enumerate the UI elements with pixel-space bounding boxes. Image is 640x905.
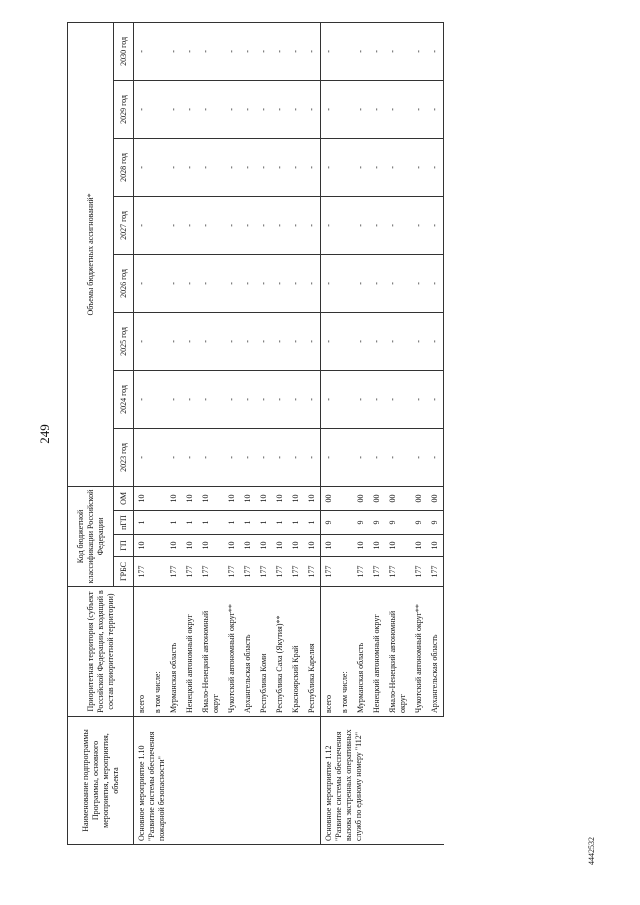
value-cell: - xyxy=(256,428,272,486)
value-cell: - xyxy=(369,138,385,196)
header-code: ГРБС xyxy=(114,557,134,587)
value-cell: - xyxy=(198,254,224,312)
territory-cell: Мурманская область xyxy=(353,587,369,717)
value-cell: - xyxy=(288,22,304,80)
code-cell: 10 xyxy=(134,535,151,557)
code-cell: 10 xyxy=(272,535,288,557)
code-cell: 00 xyxy=(369,486,385,510)
table-row xyxy=(134,22,151,844)
value-cell: - xyxy=(288,254,304,312)
code-cell: 10 xyxy=(224,535,240,557)
code-cell xyxy=(150,557,166,587)
code-cell: 177 xyxy=(166,557,182,587)
header-volume-group: Объемы бюджетных ассигнований* xyxy=(68,22,114,486)
value-cell: - xyxy=(304,80,321,138)
value-cell: - xyxy=(256,80,272,138)
value-cell: - xyxy=(427,428,444,486)
code-cell: 10 xyxy=(304,535,321,557)
value-cell: - xyxy=(369,428,385,486)
value-cell xyxy=(337,196,353,254)
value-cell: - xyxy=(182,370,198,428)
value-cell: - xyxy=(411,428,427,486)
value-cell: - xyxy=(256,196,272,254)
document-id: 4442532 xyxy=(587,837,596,865)
header-year: 2028 год xyxy=(114,138,134,196)
value-cell: - xyxy=(427,312,444,370)
code-cell: 177 xyxy=(321,557,338,587)
value-cell: - xyxy=(411,138,427,196)
code-cell: 10 xyxy=(427,535,444,557)
value-cell: - xyxy=(256,254,272,312)
budget-table xyxy=(67,22,444,845)
value-cell xyxy=(150,22,166,80)
value-cell: - xyxy=(288,80,304,138)
header-year: 2025 год xyxy=(114,312,134,370)
code-cell: 10 xyxy=(134,486,151,510)
code-cell: 1 xyxy=(166,511,182,535)
code-cell: 9 xyxy=(411,511,427,535)
value-cell: - xyxy=(411,312,427,370)
territory-cell: Архангельская область xyxy=(240,587,256,717)
code-cell: 9 xyxy=(385,511,411,535)
code-cell: 10 xyxy=(182,535,198,557)
value-cell: - xyxy=(385,428,411,486)
header-name: Наименование подпрограммы Программы, основного мероприятия, мероприятия, объекта xyxy=(68,717,134,845)
value-cell xyxy=(337,138,353,196)
value-cell xyxy=(337,22,353,80)
value-cell: - xyxy=(182,428,198,486)
value-cell: - xyxy=(321,138,338,196)
header-year: 2027 год xyxy=(114,196,134,254)
value-cell: - xyxy=(240,370,256,428)
value-cell: - xyxy=(369,254,385,312)
value-cell: - xyxy=(134,254,151,312)
value-cell: - xyxy=(256,370,272,428)
header-year: 2026 год xyxy=(114,254,134,312)
territory-cell: Республика Карелия xyxy=(304,587,321,717)
value-cell: - xyxy=(385,254,411,312)
value-cell: - xyxy=(166,254,182,312)
value-cell: - xyxy=(134,138,151,196)
territory-cell: Ненецкий автономный округ xyxy=(369,587,385,717)
value-cell: - xyxy=(272,22,288,80)
code-cell: 10 xyxy=(411,535,427,557)
code-cell: 10 xyxy=(166,486,182,510)
value-cell: - xyxy=(288,138,304,196)
code-cell xyxy=(150,511,166,535)
header-code: ОМ xyxy=(114,486,134,510)
header-year: 2023 год xyxy=(114,428,134,486)
code-cell: 10 xyxy=(288,486,304,510)
value-cell: - xyxy=(411,254,427,312)
code-cell: 9 xyxy=(369,511,385,535)
territory-cell: Ямало-Ненецкий автономный округ xyxy=(385,587,411,717)
value-cell: - xyxy=(411,22,427,80)
value-cell: - xyxy=(304,370,321,428)
value-cell: - xyxy=(385,22,411,80)
value-cell: - xyxy=(369,22,385,80)
code-cell: 10 xyxy=(385,535,411,557)
header-code: пГП xyxy=(114,511,134,535)
code-cell: 177 xyxy=(427,557,444,587)
value-cell: - xyxy=(182,22,198,80)
value-cell: - xyxy=(224,138,240,196)
value-cell: - xyxy=(272,138,288,196)
value-cell: - xyxy=(427,80,444,138)
value-cell: - xyxy=(134,428,151,486)
value-cell xyxy=(150,196,166,254)
header-year: 2024 год xyxy=(114,370,134,428)
code-cell: 177 xyxy=(198,557,224,587)
code-cell: 177 xyxy=(224,557,240,587)
value-cell: - xyxy=(353,370,369,428)
value-cell: - xyxy=(198,370,224,428)
value-cell: - xyxy=(224,80,240,138)
code-cell: 1 xyxy=(198,511,224,535)
value-cell: - xyxy=(224,428,240,486)
value-cell: - xyxy=(134,22,151,80)
territory-cell: Чукотский автономный округ** xyxy=(224,587,240,717)
value-cell: - xyxy=(321,312,338,370)
code-cell: 177 xyxy=(272,557,288,587)
value-cell: - xyxy=(385,80,411,138)
code-cell: 10 xyxy=(369,535,385,557)
value-cell: - xyxy=(411,196,427,254)
value-cell: - xyxy=(385,370,411,428)
value-cell: - xyxy=(224,22,240,80)
table-body xyxy=(134,22,444,844)
territory-cell: всего xyxy=(134,587,151,717)
value-cell: - xyxy=(272,428,288,486)
code-cell: 10 xyxy=(240,535,256,557)
value-cell: - xyxy=(288,370,304,428)
value-cell: - xyxy=(166,80,182,138)
code-cell xyxy=(337,486,353,510)
value-cell: - xyxy=(369,312,385,370)
page-number: 249 xyxy=(37,424,52,444)
value-cell: - xyxy=(369,80,385,138)
code-cell: 177 xyxy=(369,557,385,587)
value-cell: - xyxy=(272,80,288,138)
code-cell xyxy=(337,557,353,587)
value-cell: - xyxy=(353,254,369,312)
code-cell: 10 xyxy=(304,486,321,510)
territory-cell: Мурманская область xyxy=(166,587,182,717)
territory-cell: в том числе: xyxy=(150,587,166,717)
code-cell: 00 xyxy=(427,486,444,510)
value-cell: - xyxy=(182,138,198,196)
territory-cell: Ямало-Ненецкий автономный округ xyxy=(198,587,224,717)
value-cell: - xyxy=(304,138,321,196)
code-cell: 10 xyxy=(353,535,369,557)
code-cell: 1 xyxy=(182,511,198,535)
value-cell: - xyxy=(224,312,240,370)
territory-cell: Архангельская область xyxy=(427,587,444,717)
value-cell: - xyxy=(272,254,288,312)
value-cell xyxy=(150,370,166,428)
value-cell: - xyxy=(198,138,224,196)
value-cell: - xyxy=(198,196,224,254)
value-cell xyxy=(337,80,353,138)
code-cell: 10 xyxy=(272,486,288,510)
value-cell: - xyxy=(256,312,272,370)
territory-cell: Республика Коми xyxy=(256,587,272,717)
value-cell: - xyxy=(166,428,182,486)
value-cell xyxy=(337,312,353,370)
value-cell: - xyxy=(198,22,224,80)
value-cell xyxy=(150,138,166,196)
code-cell: 10 xyxy=(224,486,240,510)
value-cell: - xyxy=(321,370,338,428)
value-cell: - xyxy=(321,80,338,138)
value-cell: - xyxy=(304,196,321,254)
value-cell: - xyxy=(198,312,224,370)
value-cell: - xyxy=(134,80,151,138)
code-cell: 10 xyxy=(166,535,182,557)
value-cell: - xyxy=(256,22,272,80)
code-cell xyxy=(150,535,166,557)
value-cell: - xyxy=(182,80,198,138)
table-row xyxy=(321,22,338,844)
value-cell: - xyxy=(166,138,182,196)
code-cell: 9 xyxy=(321,511,338,535)
value-cell: - xyxy=(385,196,411,254)
value-cell: - xyxy=(240,138,256,196)
code-cell: 10 xyxy=(182,486,198,510)
code-cell: 1 xyxy=(272,511,288,535)
code-cell: 10 xyxy=(198,535,224,557)
header-code: ГП xyxy=(114,535,134,557)
code-cell: 177 xyxy=(304,557,321,587)
value-cell: - xyxy=(321,254,338,312)
value-cell: - xyxy=(385,138,411,196)
value-cell: - xyxy=(385,312,411,370)
rotated-page xyxy=(37,23,596,865)
value-cell: - xyxy=(166,196,182,254)
territory-cell: Ненецкий автономный округ xyxy=(182,587,198,717)
code-cell: 1 xyxy=(224,511,240,535)
territory-cell: в том числе: xyxy=(337,587,353,717)
value-cell xyxy=(150,428,166,486)
value-cell: - xyxy=(256,138,272,196)
territory-cell: всего xyxy=(321,587,338,717)
value-cell: - xyxy=(304,312,321,370)
value-cell xyxy=(150,254,166,312)
value-cell: - xyxy=(288,428,304,486)
code-cell: 1 xyxy=(240,511,256,535)
value-cell: - xyxy=(182,312,198,370)
value-cell: - xyxy=(166,22,182,80)
value-cell xyxy=(150,80,166,138)
header-year: 2029 год xyxy=(114,80,134,138)
code-cell xyxy=(337,535,353,557)
code-cell: 1 xyxy=(134,511,151,535)
code-cell: 9 xyxy=(353,511,369,535)
code-cell: 177 xyxy=(411,557,427,587)
value-cell: - xyxy=(304,22,321,80)
territory-cell: Красноярский Край xyxy=(288,587,304,717)
value-cell: - xyxy=(427,196,444,254)
value-cell: - xyxy=(411,80,427,138)
value-cell: - xyxy=(369,196,385,254)
value-cell: - xyxy=(182,196,198,254)
value-cell: - xyxy=(240,80,256,138)
code-cell: 00 xyxy=(411,486,427,510)
value-cell: - xyxy=(353,22,369,80)
code-cell: 177 xyxy=(134,557,151,587)
value-cell: - xyxy=(272,312,288,370)
header-year: 2030 год xyxy=(114,22,134,80)
value-cell: - xyxy=(369,370,385,428)
value-cell xyxy=(337,370,353,428)
code-cell: 1 xyxy=(256,511,272,535)
value-cell: - xyxy=(288,196,304,254)
code-cell: 177 xyxy=(353,557,369,587)
value-cell: - xyxy=(353,138,369,196)
code-cell: 1 xyxy=(288,511,304,535)
code-cell: 177 xyxy=(288,557,304,587)
code-cell: 10 xyxy=(240,486,256,510)
value-cell: - xyxy=(272,370,288,428)
code-cell: 1 xyxy=(304,511,321,535)
value-cell: - xyxy=(353,428,369,486)
value-cell: - xyxy=(321,22,338,80)
activity-name: Основное мероприятие 1.10 "Развитие системы обеспечения пожарной безопасности" xyxy=(134,717,321,845)
code-cell: 177 xyxy=(240,557,256,587)
code-cell: 00 xyxy=(353,486,369,510)
code-cell: 00 xyxy=(385,486,411,510)
value-cell: - xyxy=(272,196,288,254)
code-cell xyxy=(337,511,353,535)
value-cell: - xyxy=(321,428,338,486)
value-cell: - xyxy=(240,312,256,370)
territory-cell: Республика Саха (Якутия)** xyxy=(272,587,288,717)
code-cell xyxy=(150,486,166,510)
value-cell: - xyxy=(134,312,151,370)
code-cell: 10 xyxy=(256,535,272,557)
value-cell: - xyxy=(182,254,198,312)
value-cell: - xyxy=(198,428,224,486)
value-cell: - xyxy=(166,370,182,428)
value-cell: - xyxy=(411,370,427,428)
code-cell: 9 xyxy=(427,511,444,535)
value-cell: - xyxy=(224,254,240,312)
value-cell: - xyxy=(304,428,321,486)
value-cell: - xyxy=(224,370,240,428)
territory-cell: Чукотский автономный округ** xyxy=(411,587,427,717)
value-cell: - xyxy=(353,312,369,370)
value-cell: - xyxy=(427,138,444,196)
header-code-group: Код бюджетной классификации Российской Федерации xyxy=(68,486,114,586)
code-cell: 10 xyxy=(198,486,224,510)
value-cell: - xyxy=(427,254,444,312)
value-cell: - xyxy=(304,254,321,312)
code-cell: 177 xyxy=(182,557,198,587)
value-cell xyxy=(337,428,353,486)
header-territory: Приоритетная территория (субъект Российской Федерации, входящий в состав приоритетной территории) xyxy=(68,587,134,717)
value-cell: - xyxy=(353,196,369,254)
code-cell: 10 xyxy=(256,486,272,510)
code-cell: 00 xyxy=(321,486,338,510)
code-cell: 177 xyxy=(385,557,411,587)
value-cell: - xyxy=(427,22,444,80)
value-cell: - xyxy=(288,312,304,370)
value-cell: - xyxy=(240,22,256,80)
value-cell xyxy=(337,254,353,312)
value-cell: - xyxy=(240,196,256,254)
value-cell: - xyxy=(166,312,182,370)
value-cell: - xyxy=(240,254,256,312)
value-cell: - xyxy=(134,196,151,254)
value-cell: - xyxy=(198,80,224,138)
code-cell: 10 xyxy=(321,535,338,557)
value-cell: - xyxy=(321,196,338,254)
code-cell: 177 xyxy=(256,557,272,587)
value-cell: - xyxy=(353,80,369,138)
value-cell: - xyxy=(134,370,151,428)
activity-name: Основное мероприятие 1.12 "Развитие системы обеспечения вызова экстренных оперативных служб по единому номеру "112" xyxy=(321,717,444,845)
value-cell: - xyxy=(224,196,240,254)
code-cell: 10 xyxy=(288,535,304,557)
value-cell: - xyxy=(427,370,444,428)
value-cell xyxy=(150,312,166,370)
value-cell: - xyxy=(240,428,256,486)
